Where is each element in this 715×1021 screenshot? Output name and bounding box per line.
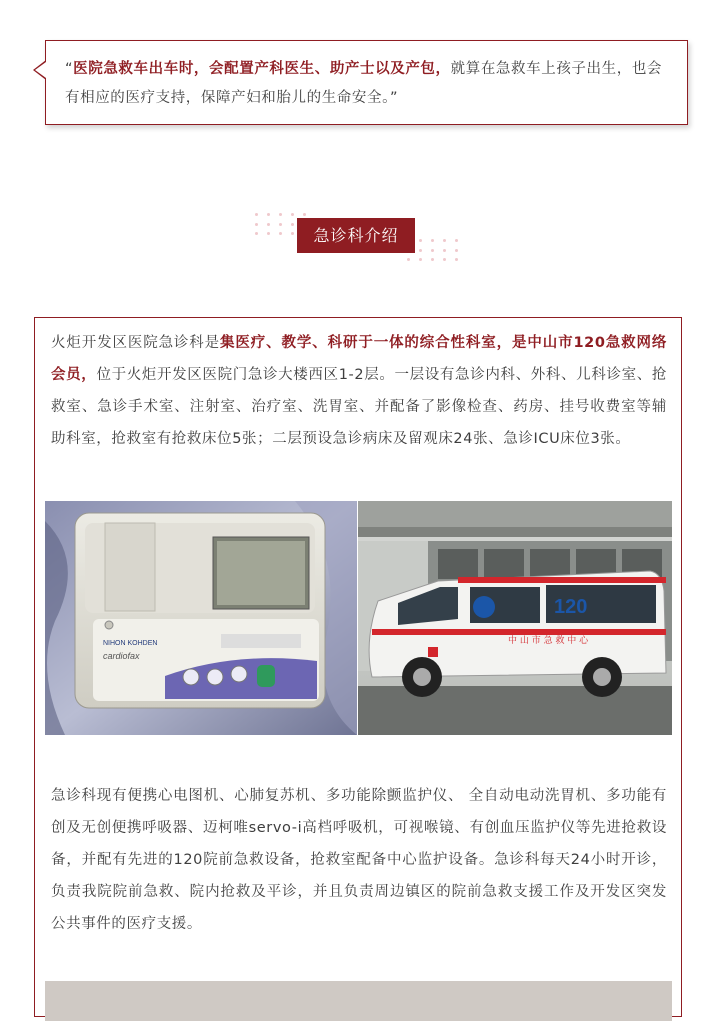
- intro-paragraph: [51, 327, 667, 455]
- quote-rest: 就算在急救车上孩子出生，也会有相应的医疗支持，保障产妇和胎儿的生命安全。”: [65, 61, 663, 106]
- ambulance-number: 120: [554, 596, 588, 618]
- callout-pointer: [33, 60, 46, 80]
- intro-lead: 火炬开发区医院急诊科是: [51, 335, 221, 351]
- intro-rest: 位于火炬开发区医院门急诊大楼西区1-2层。一层设有急诊内科、外科、儿科诊室、抢救室、急诊手术室、注射室、治疗室、洗胃室、并配备了影像检查、药房、挂号收费室等辅助科室，抢救室有抢救床位5张；二层预设急诊病床及留观床24张、急诊ICU床位3张。: [51, 367, 667, 447]
- department-intro-card: [34, 317, 682, 1017]
- quote-callout: [45, 40, 688, 125]
- intro-highlight: 集医疗、教学、科研于一体的综合性科室，是中山市120急救网络会员，: [51, 335, 667, 383]
- ecg-model-label: cardiofax: [103, 651, 140, 661]
- ambulance-text: 中 山 市 急 救 中 心: [508, 636, 589, 646]
- quote-highlight: 医院急救车出车时，会配置产科医生、助产士以及产包，: [73, 61, 451, 77]
- quote-text: [65, 55, 675, 113]
- section-title: 急诊科介绍: [297, 218, 415, 253]
- next-photo-preview: [45, 981, 672, 1021]
- quote-open-mark: “: [65, 61, 74, 77]
- ambulance-photo: [358, 501, 672, 735]
- ecg-machine-photo: [45, 501, 357, 735]
- equipment-paragraph: 急诊科现有便携心电图机、心肺复苏机、多功能除颤监护仪、 全自动电动洗胃机、多功能有创及无创便携呼吸器、迈柯唯servo-i高档呼吸机，可视喉镜、有创血压监护仪等先进抢救设备，并配有先进的120院前急救设备，抢救室配备中心监护设备。急诊科每天24小时开诊，负责我院院前急救、院内抢救及平诊，并且负责周边镇区的院前急救支援工作及开发区突发公共事件的医疗支援。: [51, 788, 667, 932]
- ecg-brand-label: NIHON KOHDEN: [103, 640, 158, 647]
